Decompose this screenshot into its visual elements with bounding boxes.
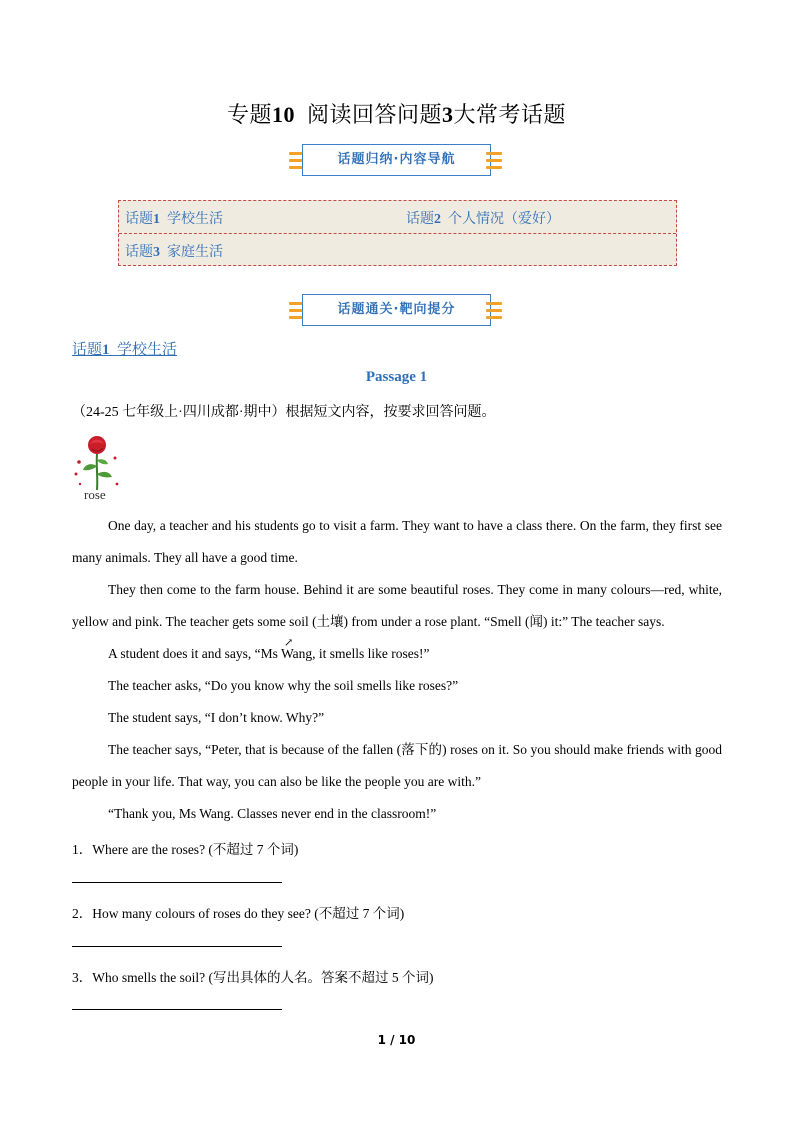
- section-heading-link[interactable]: [72, 338, 177, 359]
- topic-label: 话题: [125, 212, 153, 227]
- title-three: 3: [442, 102, 454, 127]
- banner-label: 话题通关·靶向提分: [302, 294, 491, 326]
- paragraph: The teacher says, “Peter, that is because of the fallen (落下的) roses on it. So you should make friends with good people in your life. That way, you can also be like the people you are with.”: [72, 742, 722, 789]
- question-1: 1．Where are the roses? (不超过 7 个词): [72, 842, 299, 857]
- answer-line-3[interactable]: [72, 1009, 282, 1010]
- topic-num: 3: [153, 245, 160, 260]
- topic-text: 家庭生活: [167, 245, 223, 260]
- paragraph: The teacher asks, “Do you know why the soil smells like roses?”: [108, 678, 459, 693]
- section-label: 话题: [72, 342, 103, 358]
- section-text: 学校生活: [117, 342, 178, 358]
- topic-text: 个人情况（爱好）: [448, 212, 560, 227]
- topic-num: 2: [434, 212, 441, 227]
- banner-right-deco-icon: [486, 149, 502, 171]
- paragraph: The student says, “I don’t know. Why?”: [108, 710, 325, 725]
- answer-line-1[interactable]: [72, 882, 282, 883]
- paragraph: “Thank you, Ms Wang. Classes never end in the classroom!”: [108, 806, 437, 821]
- passage-instructions: （24-25 七年级上·四川成都·期中）根据短文内容，按要求回答问题。: [72, 405, 496, 420]
- rose-caption: rose: [84, 487, 106, 502]
- topic-table: [118, 200, 677, 266]
- topic-label: 话题: [125, 245, 153, 260]
- paragraph: They then come to the farm house. Behind it are some beautiful roses. They come in many colours—red, white, yellow and pink. The teacher gets some soil (土壤) from under a rose plant. “Smell (闻) it:” The teacher says.: [72, 582, 722, 629]
- page-number: 1 / 10: [377, 1033, 416, 1047]
- page-title: [0, 98, 793, 129]
- text-cursor-icon: ↗: [284, 637, 294, 649]
- topic-label: 话题: [406, 212, 434, 227]
- question-3: 3．Who smells the soil? (写出具体的人名。答案不超过 5 个词): [72, 970, 434, 985]
- title-suffix: 大常考话题: [453, 102, 567, 127]
- topic-num: 1: [153, 212, 160, 227]
- banner-topic-navigation: [0, 142, 793, 182]
- question-2: 2．How many colours of roses do they see? (不超过 7 个词): [72, 906, 405, 921]
- topic-table-row: [119, 201, 676, 233]
- paragraph: A student does it and says, “Ms Wang, it smells like roses!”: [108, 646, 430, 661]
- topic-link-2[interactable]: [406, 208, 560, 228]
- section-num: 1: [102, 342, 110, 358]
- banner-right-deco-icon: [486, 299, 502, 321]
- topic-table-row: [119, 233, 676, 266]
- topic-link-3[interactable]: [125, 241, 223, 261]
- title-mid: 阅读回答问题: [306, 102, 442, 127]
- title-prefix: 专题: [226, 102, 272, 127]
- answer-line-2[interactable]: [72, 946, 282, 947]
- title-number: 10: [271, 102, 295, 127]
- banner-topic-practice: [0, 292, 793, 332]
- topic-text: 学校生活: [167, 212, 223, 227]
- banner-label: 话题归纳·内容导航: [302, 144, 491, 176]
- topic-link-1[interactable]: [125, 208, 223, 228]
- paragraph: One day, a teacher and his students go to visit a farm. They want to have a class there. On the farm, they first see many animals. They all have a good time.: [72, 518, 722, 565]
- passage-title: Passage 1: [365, 369, 428, 385]
